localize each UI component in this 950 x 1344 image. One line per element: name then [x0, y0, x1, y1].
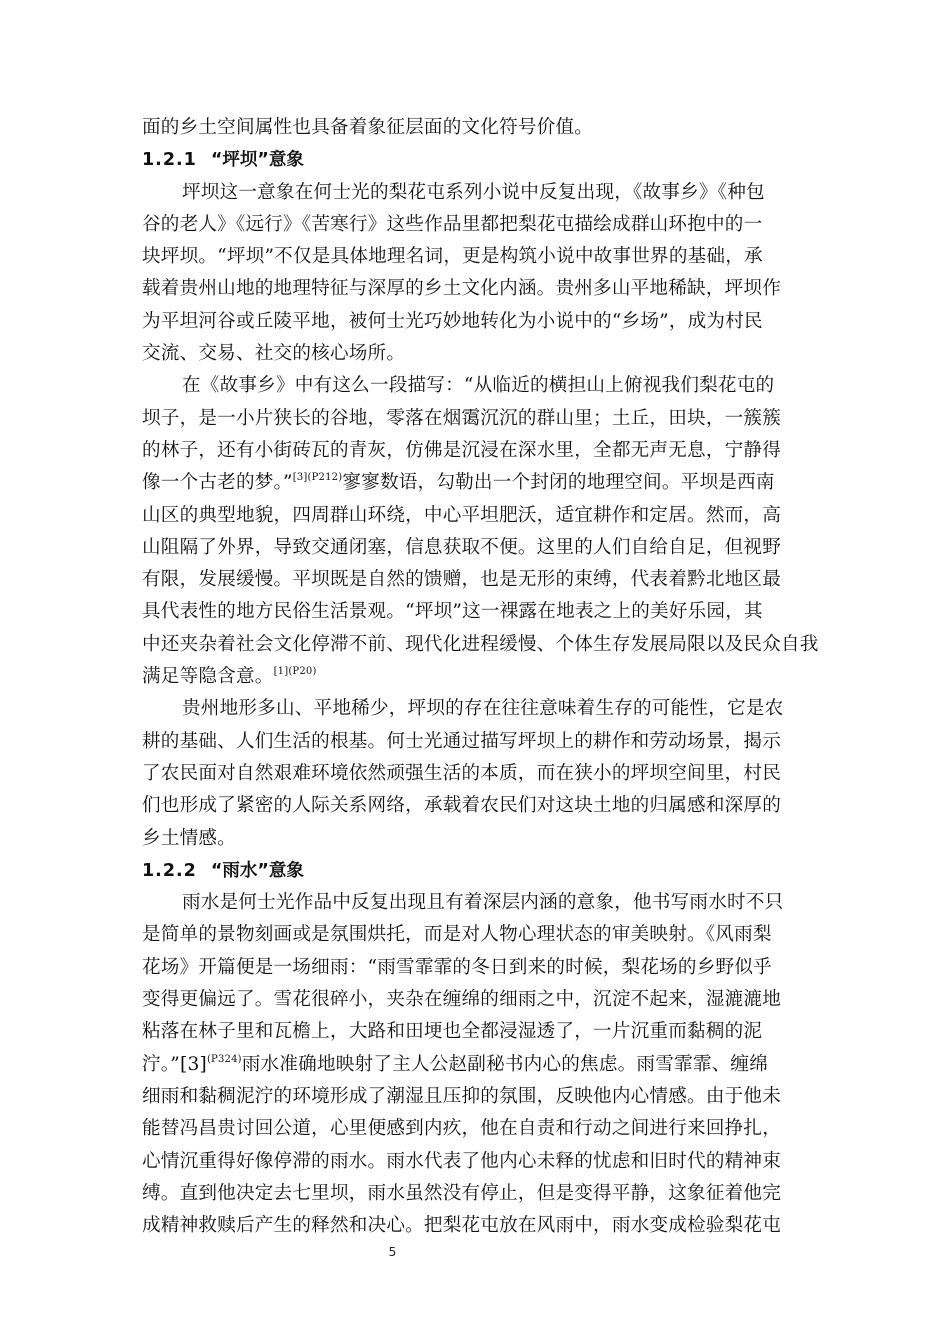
text-line: 坪坝这一意象在何士光的梨花屯系列小说中反复出现，《故事乡》《种包: [182, 181, 765, 203]
text-line: 花场》开篇便是一场细雨：“雨雪霏霏的冬日到来的时候，梨花场的乡野似乎: [142, 956, 772, 978]
text-line: 耕的基础、人们生活的根基。何士光通过描写坪坝上的耕作和劳动场景，揭示: [142, 730, 781, 752]
text-line: 心情沉重得好像停滞的雨水。雨水代表了他内心未释的忧虑和旧时代的精神束: [142, 1150, 781, 1172]
text-line: 贵州地形多山、平地稀少，坪坝的存在往往意味着生存的可能性，它是农: [182, 698, 784, 720]
text-line: 山阻隔了外界，导致交通闭塞，信息获取不便。这里的人们自给自足，但视野: [142, 536, 781, 558]
text-line: 面的乡土空间属性也具备着象征层面的文化符号价值。: [142, 117, 594, 138]
section-number: 1.2.1: [142, 150, 197, 171]
text-line: 乡土情感。: [142, 827, 236, 849]
paragraph-gushixiang-quote: [142, 370, 819, 693]
paragraph-pingba-survival: [142, 693, 812, 854]
section-heading-1-2-2: [142, 855, 812, 887]
body-text: [142, 112, 819, 1242]
text-line: 的林子，还有小街砖瓦的青灰，仿佛是沉浸在深水里，全都无声无息，宁静得: [142, 439, 781, 461]
text-line: 为平坦河谷或丘陵平地，被何士光巧妙地转化为小说中的“乡场”，成为村民: [142, 310, 763, 332]
text-line: 变得更偏远了。雪花很碎小，夹杂在缠绵的细雨之中，沉淀不起来，湿漉漉地: [142, 989, 781, 1011]
text-line: 缚。直到他决定去七里坝，雨水虽然没有停止，但是变得平静，这象征着他完: [142, 1182, 781, 1204]
citation-superscript: (P324): [206, 1053, 242, 1065]
text-line: 在《故事乡》中有这么一段描写：“从临近的横担山上俯视我们梨花屯的: [182, 375, 775, 397]
text-line: 粘落在林子里和瓦檐上，大路和田埂也全都浸湿透了，一片沉重而黏稠的泥: [142, 1021, 763, 1043]
text-line: 中还夹杂着社会文化停滞不前、现代化进程缓慢、个体生存发展局限以及民众自我: [142, 633, 819, 655]
page-number: 5: [388, 1245, 397, 1259]
text-line: 块坪坝。“坪坝”不仅是具体地理名词，更是构筑小说中故事世界的基础，承: [142, 246, 763, 268]
text-line: [142, 1049, 812, 1081]
citation-superscript: [3](P212): [292, 472, 343, 484]
section-title: “坪坝”意象: [210, 150, 304, 171]
text-line: [142, 467, 812, 499]
section-number: 1.2.2: [142, 860, 197, 881]
text-run: 泞。”[3]: [142, 1053, 207, 1075]
text-line: [142, 661, 812, 693]
text-run: 寥寥数语，勾勒出一个封闭的地理空间。平坝是西南: [342, 472, 775, 494]
section-heading-1-2-1: [142, 144, 812, 176]
text-line: 坝子，是一小片狭长的谷地，零落在烟霭沉沉的群山里；土丘，田块，一簇簇: [142, 407, 781, 429]
text-line: 交流、交易、社交的核心场所。: [142, 343, 406, 365]
text-line: 具代表性的地方民俗生活景观。“坪坝”这一裸露在地表之上的美好乐园，其: [142, 601, 763, 623]
text-run: 像一个古老的梦。”: [142, 472, 293, 494]
text-line: 细雨和黏稠泥泞的环境形成了潮湿且压抑的氛围，反映他内心情感。由于他未: [142, 1085, 781, 1107]
text-line: 能替冯昌贵讨回公道，心里便感到内疚，他在自责和行动之间进行来回挣扎，: [142, 1118, 781, 1140]
text-line: 们也形成了紧密的人际关系网络，承载着农民们对这块土地的归属感和深厚的: [142, 795, 781, 817]
text-line: 是简单的景物刻画或是氛围烘托，而是对人物心理状态的审美映射。《风雨梨: [142, 924, 772, 946]
text-line: 谷的老人》《远行》《苦寒行》这些作品里都把梨花屯描绘成群山环抱中的一: [142, 213, 763, 235]
text-line: 载着贵州山地的地理特征与深厚的乡土文化内涵。贵州多山平地稀缺，坪坝作: [142, 278, 781, 300]
paragraph-rain-imagery: [142, 887, 812, 1242]
text-line: 山区的典型地貌，四周群山环绕，中心平坦肥沃，适宜耕作和定居。然而，高: [142, 504, 781, 526]
text-run: 雨水准确地映射了主人公赵副秘书内心的焦虑。雨雪霏霏、缠绵: [241, 1053, 768, 1075]
text-line: 雨水是何士光作品中反复出现且有着深层内涵的意象，他书写雨水时不只: [182, 892, 784, 914]
paragraph-pingba-intro: [142, 177, 812, 371]
text-run: 满足等隐含意。: [142, 666, 274, 688]
citation-superscript: [1](P20): [273, 666, 317, 678]
text-line: 有限，发展缓慢。平坝既是自然的馈赠，也是无形的束缚，代表着黔北地区最: [142, 569, 781, 591]
section-title: “雨水”意象: [210, 860, 304, 881]
text-line: 成精神救赎后产生的释然和决心。把梨花屯放在风雨中，雨水变成检验梨花屯: [142, 1215, 781, 1237]
text-line: 了农民面对自然艰难环境依然顽强生活的本质，而在狭小的坪坝空间里，村民: [142, 762, 781, 784]
